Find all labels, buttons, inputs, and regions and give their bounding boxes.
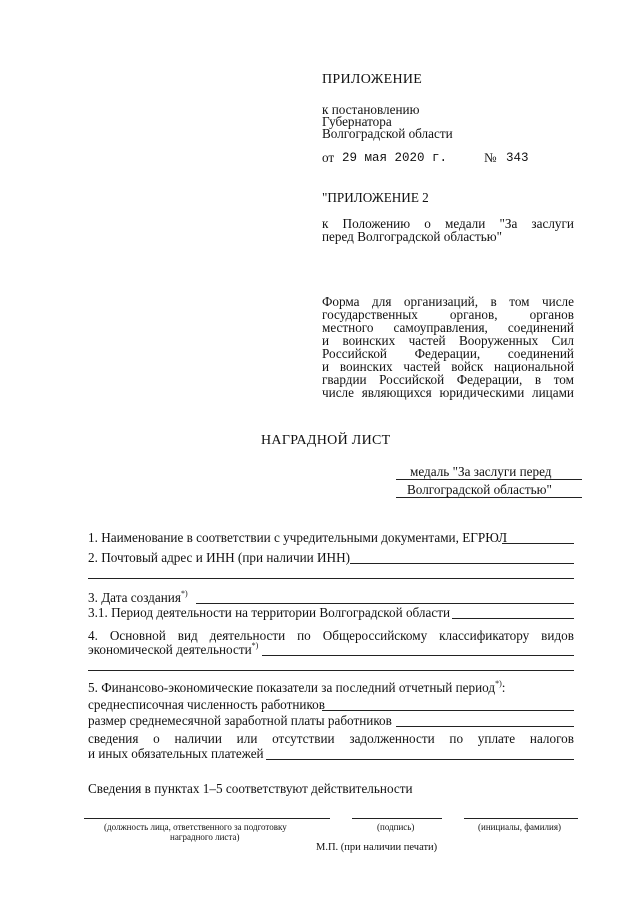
item-3-text: 3. Дата создания [88, 590, 181, 605]
item-3-field[interactable] [196, 603, 574, 604]
item-3-label [88, 590, 188, 606]
item-2-label: 2. Почтовый адрес и ИНН (при наличии ИНН) [88, 550, 350, 565]
medal-line1: медаль "За заслуги перед [410, 464, 552, 479]
region-line: Волгоградской области [322, 126, 453, 141]
item-4-field-cont[interactable] [88, 670, 574, 671]
item-5-label [88, 680, 505, 696]
form-note-line: и воинских частей Вооруженных Сил [322, 333, 574, 348]
debt-line1: сведения о наличии или отсутствии задолженности по уплате налогов [88, 731, 574, 746]
medal-underline [396, 479, 582, 480]
item-31-label: 3.1. Период деятельности на территории Волгоградской области [88, 605, 451, 620]
salary-label: размер среднемесячной заработной платы работников [88, 713, 392, 728]
form-note-line: числе являющихся юридическими лицами [322, 385, 574, 400]
medal-underline [396, 497, 582, 498]
appendix-title: ПРИЛОЖЕНИЕ [322, 72, 423, 87]
form-note-line: гвардии Российской Федерации, в том [322, 372, 574, 387]
position-caption-cont: наградного листа) [170, 832, 240, 842]
form-note-line: государственных органов, органов [322, 307, 574, 322]
governor-line: Губернатора [322, 114, 392, 129]
footnote-mark: *) [251, 641, 259, 650]
resolution-number: 343 [506, 151, 529, 165]
item-1-label: 1. Наименование в соответствии с учредительными документами, ЕГРЮЛ [88, 530, 508, 545]
stamp-note: М.П. (при наличии печати) [316, 842, 438, 853]
item-4-line1: 4. Основной вид деятельности по Общероссийскому классификатору видов [88, 628, 574, 643]
item-4-field[interactable] [262, 655, 574, 656]
headcount-label: среднесписочная численность работников [88, 697, 326, 712]
item-5-colon: : [501, 680, 506, 695]
item-1-field[interactable] [502, 543, 574, 544]
appendix2-title: "ПРИЛОЖЕНИЕ 2 [322, 190, 429, 205]
date-prefix: от [322, 150, 335, 165]
appendix2-line1: к Положению о медали "За заслуги [322, 216, 574, 231]
resolution-line: к постановлению [322, 102, 420, 117]
position-signature-line[interactable] [84, 818, 330, 819]
resolution-date: 29 мая 2020 г. [342, 151, 448, 165]
item-5-text: 5. Финансово-экономические показатели за последний отчетный период [88, 680, 496, 695]
item-4-text: экономической деятельности [88, 642, 252, 657]
item-4-line2 [88, 642, 258, 658]
confirm-text: Сведения в пунктах 1–5 соответствуют действительности [88, 781, 413, 796]
name-caption: (инициалы, фамилия) [478, 822, 561, 832]
form-note-line: Российской Федерации, соединений [322, 346, 574, 361]
debt-field[interactable] [266, 759, 574, 760]
item-2-field-cont[interactable] [88, 578, 574, 579]
number-label: № [484, 150, 497, 165]
footnote-mark: *) [495, 679, 502, 688]
form-note-line: местного самоуправления, соединений [322, 320, 574, 335]
form-note-line: и воинских частей войск национальной [322, 359, 574, 374]
signature-line[interactable] [352, 818, 442, 819]
footnote-mark: *) [180, 589, 188, 598]
debt-line2: и иных обязательных платежей [88, 746, 264, 761]
name-line[interactable] [464, 818, 578, 819]
signature-caption: (подпись) [377, 822, 415, 832]
form-note-line: Форма для организаций, в том числе [322, 294, 574, 309]
medal-line2: Волгоградской областью" [407, 482, 552, 497]
item-2-field[interactable] [350, 563, 574, 564]
item-31-field[interactable] [452, 618, 574, 619]
headcount-field[interactable] [322, 710, 574, 711]
award-title: НАГРАДНОЙ ЛИСТ [261, 433, 391, 448]
position-caption: (должность лица, ответственного за подготовку [104, 822, 287, 832]
salary-field[interactable] [396, 726, 574, 727]
appendix2-line2: перед Волгоградской областью" [322, 229, 503, 244]
